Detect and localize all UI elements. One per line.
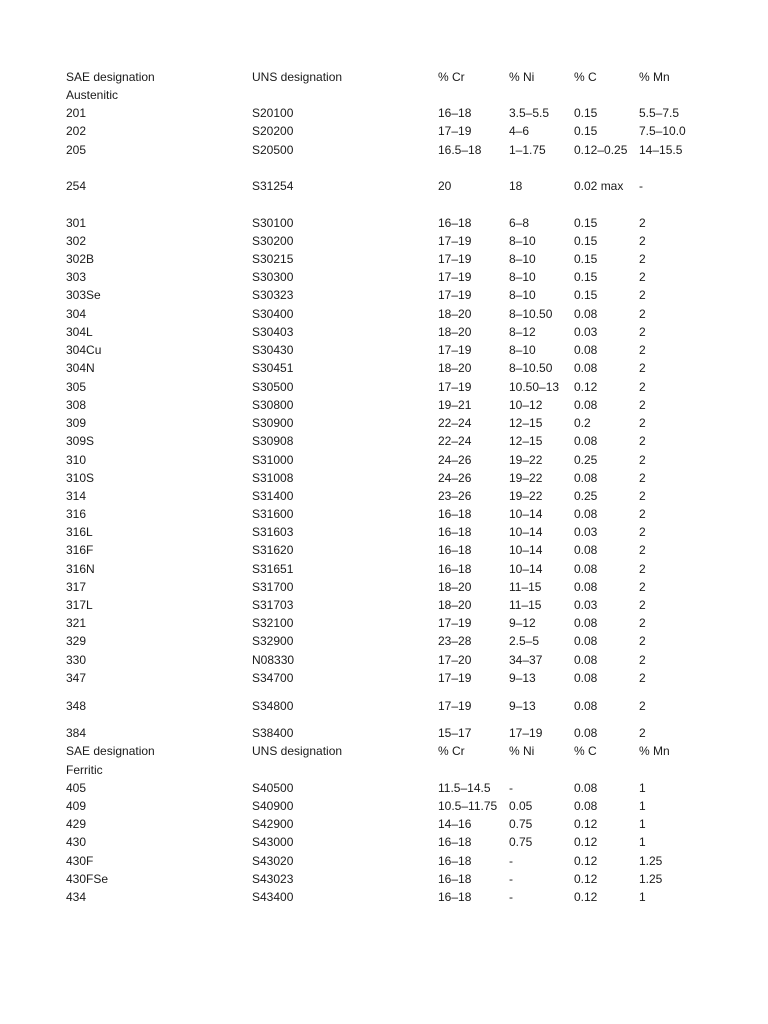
category-label-text: Ferritic (66, 763, 103, 777)
table-row-cell-0: 254 (66, 179, 87, 193)
table-row-cell-5: 2 (639, 234, 646, 248)
table-row-cell-1: S30200 (252, 234, 294, 248)
table-row-cell-5: 1 (639, 817, 646, 831)
table-row-cell-0: 316 (66, 507, 87, 521)
table-row-cell-4: 0.08 (574, 799, 598, 813)
table-row-cell-0: 305 (66, 380, 87, 394)
column-header-row-cell-4: % C (574, 70, 597, 84)
table-row-cell-2: 16.5–18 (438, 143, 482, 157)
table-row-cell-4: 0.12 (574, 872, 598, 886)
table-row-cell-3: 10–14 (509, 562, 543, 576)
table-row-cell-4: 0.08 (574, 634, 598, 648)
table-row-cell-3: 3.5–5.5 (509, 106, 550, 120)
table-row-cell-0: 321 (66, 616, 87, 630)
table-row-cell-0: 303 (66, 270, 87, 284)
table-row-cell-5: 2 (639, 489, 646, 503)
table-row-cell-2: 14–16 (438, 817, 472, 831)
table-row-cell-2: 17–19 (438, 252, 472, 266)
table-row-cell-3: 6–8 (509, 216, 530, 230)
table-row-cell-2: 16–18 (438, 543, 472, 557)
table-row-cell-3: 8–10 (509, 288, 536, 302)
table-row-cell-2: 17–19 (438, 671, 472, 685)
table-row-cell-0: 317L (66, 598, 93, 612)
table-row-cell-1: S43020 (252, 854, 294, 868)
table-row-cell-4: 0.08 (574, 471, 598, 485)
table-row-cell-2: 17–19 (438, 270, 472, 284)
table-row-cell-4: 0.15 (574, 252, 598, 266)
table-row-cell-4: 0.08 (574, 699, 598, 713)
table-row-cell-5: 2 (639, 361, 646, 375)
table-row-cell-2: 18–20 (438, 598, 472, 612)
table-row-cell-0: 429 (66, 817, 87, 831)
table-row-cell-4: 0.08 (574, 726, 598, 740)
table-row-cell-3: 8–10 (509, 343, 536, 357)
table-row-cell-5: 2 (639, 562, 646, 576)
table-row-cell-1: S30500 (252, 380, 294, 394)
table-row-cell-1: S38400 (252, 726, 294, 740)
table-row-cell-3: 8–12 (509, 325, 536, 339)
table-row-cell-0: 304L (66, 325, 93, 339)
table-row-cell-3: 11–15 (509, 580, 542, 594)
table-row-cell-2: 17–19 (438, 343, 472, 357)
table-row-cell-1: S31651 (252, 562, 294, 576)
table-row-cell-0: 430 (66, 835, 87, 849)
table-row-cell-0: 302B (66, 252, 95, 266)
table-row-cell-1: S40900 (252, 799, 294, 813)
table-row-cell-4: 0.08 (574, 562, 598, 576)
table-row-cell-0: 317 (66, 580, 87, 594)
table-row-cell-0: 348 (66, 699, 87, 713)
table-row-cell-5: 2 (639, 671, 646, 685)
table-row-cell-0: 316L (66, 525, 93, 539)
table-row-cell-0: 409 (66, 799, 87, 813)
table-row-cell-2: 18–20 (438, 307, 472, 321)
table-row-cell-0: 434 (66, 890, 87, 904)
table-row-cell-1: S43400 (252, 890, 294, 904)
table-row-cell-5: 1 (639, 890, 646, 904)
column-header-row-cell-2: % Cr (438, 70, 465, 84)
table-row-cell-4: 0.08 (574, 671, 598, 685)
table-row-cell-5: 2 (639, 270, 646, 284)
column-header-row-cell-0: SAE designation (66, 744, 155, 758)
table-row-cell-4: 0.08 (574, 653, 598, 667)
table-row-cell-2: 22–24 (438, 416, 472, 430)
table-row-cell-0: 201 (66, 106, 87, 120)
table-row-cell-0: 205 (66, 143, 87, 157)
table-row-cell-5: 2 (639, 380, 646, 394)
table-row-cell-4: 0.08 (574, 580, 598, 594)
table-row-cell-4: 0.12 (574, 835, 598, 849)
table-row-cell-2: 11.5–14.5 (438, 781, 491, 795)
table-row-cell-2: 16–18 (438, 890, 472, 904)
table-row-cell-1: S31700 (252, 580, 294, 594)
table-row-cell-2: 24–26 (438, 453, 472, 467)
table-row-cell-2: 16–18 (438, 106, 472, 120)
table-row-cell-2: 18–20 (438, 325, 472, 339)
column-header-row-cell-3: % Ni (509, 744, 535, 758)
table-row-cell-5: - (639, 179, 643, 193)
table-row-cell-5: 1.25 (639, 854, 663, 868)
table-row-cell-1: S34700 (252, 671, 294, 685)
table-row-cell-1: S30900 (252, 416, 294, 430)
table-row-cell-4: 0.08 (574, 398, 598, 412)
table-row-cell-4: 0.08 (574, 616, 598, 630)
column-header-row-cell-4: % C (574, 744, 597, 758)
table-row-cell-4: 0.03 (574, 525, 598, 539)
table-row-cell-5: 1 (639, 835, 646, 849)
table-row-cell-5: 2 (639, 507, 646, 521)
table-row-cell-4: 0.12 (574, 890, 598, 904)
column-header-row-cell-1: UNS designation (252, 744, 343, 758)
table-row-cell-0: 309S (66, 434, 95, 448)
table-row-cell-0: 310S (66, 471, 95, 485)
table-row-cell-5: 2 (639, 343, 646, 357)
table-row-cell-5: 2 (639, 307, 646, 321)
table-row-cell-5: 2 (639, 416, 646, 430)
category-label-text: Austenitic (66, 88, 119, 102)
table-row-cell-4: 0.08 (574, 543, 598, 557)
table-row-cell-1: S20200 (252, 124, 294, 138)
table-row-cell-1: S30215 (252, 252, 294, 266)
column-header-row-cell-1: UNS designation (252, 70, 343, 84)
table-row-cell-3: 10–14 (509, 525, 543, 539)
table-row-cell-1: S31620 (252, 543, 294, 557)
table-row-cell-3: - (509, 890, 513, 904)
table-row-cell-4: 0.25 (574, 453, 598, 467)
table-row-cell-0: 430FSe (66, 872, 109, 886)
table-row-cell-5: 2 (639, 598, 646, 612)
table-row-cell-1: S30451 (252, 361, 294, 375)
table-row-cell-3: 8–10 (509, 252, 536, 266)
table-row-cell-4: 0.15 (574, 106, 598, 120)
table-row-cell-3: 18 (509, 179, 523, 193)
table-row-cell-3: 8–10.50 (509, 361, 553, 375)
table-row-cell-2: 18–20 (438, 361, 472, 375)
table-row-cell-2: 23–26 (438, 489, 472, 503)
table-row-cell-5: 5.5–7.5 (639, 106, 680, 120)
table-row-cell-1: S31008 (252, 471, 294, 485)
table-row-cell-1: S31600 (252, 507, 294, 521)
table-row-cell-3: 11–15 (509, 598, 542, 612)
table-row-cell-5: 14–15.5 (639, 143, 683, 157)
table-row-cell-1: S31000 (252, 453, 294, 467)
table-row-cell-5: 1.25 (639, 872, 663, 886)
table-row-cell-1: S32100 (252, 616, 294, 630)
table-row-cell-4: 0.2 (574, 416, 591, 430)
table-row-cell-3: 8–10 (509, 234, 536, 248)
table-row-cell-0: 304 (66, 307, 87, 321)
table-row-cell-2: 16–18 (438, 835, 472, 849)
table-row-cell-3: - (509, 854, 513, 868)
table-row-cell-3: 2.5–5 (509, 634, 540, 648)
table-row-cell-0: 304Cu (66, 343, 102, 357)
table-row-cell-2: 23–28 (438, 634, 472, 648)
table-row-cell-5: 2 (639, 471, 646, 485)
table-row-cell-1: S30400 (252, 307, 294, 321)
table-row-cell-4: 0.15 (574, 288, 598, 302)
table-row-cell-4: 0.25 (574, 489, 598, 503)
table-row-cell-5: 2 (639, 453, 646, 467)
table-row-cell-2: 16–18 (438, 562, 472, 576)
column-header-row-cell-5: % Mn (639, 744, 670, 758)
table-row-cell-3: 0.75 (509, 817, 533, 831)
table-row-cell-5: 2 (639, 434, 646, 448)
table-row-cell-1: S30323 (252, 288, 294, 302)
table-row-cell-3: 4–6 (509, 124, 530, 138)
table-row-cell-2: 17–19 (438, 288, 472, 302)
table-row-cell-1: S20500 (252, 143, 294, 157)
table-row-cell-2: 17–19 (438, 124, 472, 138)
table-row-cell-3: 0.75 (509, 835, 533, 849)
table-row-cell-1: S40500 (252, 781, 294, 795)
table-row-cell-0: 316N (66, 562, 95, 576)
table-row-cell-1: S31254 (252, 179, 294, 193)
table-row-cell-0: 330 (66, 653, 87, 667)
table-row-cell-5: 1 (639, 799, 646, 813)
table-row-cell-3: - (509, 781, 513, 795)
table-row-cell-4: 0.12 (574, 817, 598, 831)
table-row-cell-4: 0.08 (574, 307, 598, 321)
table-row-cell-2: 22–24 (438, 434, 472, 448)
table-row-cell-2: 18–20 (438, 580, 472, 594)
table-row-cell-1: S34800 (252, 699, 294, 713)
table-row-cell-3: 1–1.75 (509, 143, 546, 157)
table-row-cell-5: 2 (639, 616, 646, 630)
table-row-cell-2: 17–19 (438, 699, 472, 713)
table-row-cell-3: 9–12 (509, 616, 536, 630)
table-row-cell-2: 15–17 (438, 726, 472, 740)
table-row-cell-2: 17–19 (438, 380, 472, 394)
table-row-cell-5: 2 (639, 216, 646, 230)
table-row-cell-4: 0.02 max (574, 179, 624, 193)
table-row-cell-3: 12–15 (509, 434, 543, 448)
column-header-row-cell-2: % Cr (438, 744, 465, 758)
table-row-cell-3: 17–19 (509, 726, 543, 740)
table-row-cell-3: 9–13 (509, 671, 536, 685)
table-row-cell-4: 0.08 (574, 361, 598, 375)
table-row-cell-4: 0.15 (574, 234, 598, 248)
table-row-cell-4: 0.08 (574, 507, 598, 521)
table-row-cell-2: 16–18 (438, 507, 472, 521)
column-header-row-cell-3: % Ni (509, 70, 535, 84)
table-row-cell-3: 9–13 (509, 699, 536, 713)
table-row-cell-5: 2 (639, 525, 646, 539)
table-row-cell-4: 0.12–0.25 (574, 143, 628, 157)
table-row-cell-3: 34–37 (509, 653, 543, 667)
table-row-cell-5: 1 (639, 781, 646, 795)
table-row-cell-2: 24–26 (438, 471, 472, 485)
table-row-cell-0: 308 (66, 398, 87, 412)
table-row-cell-1: S30403 (252, 325, 294, 339)
table-row-cell-4: 0.08 (574, 434, 598, 448)
table-row-cell-2: 16–18 (438, 216, 472, 230)
table-row-cell-3: 19–22 (509, 453, 543, 467)
table-row-cell-1: S43023 (252, 872, 294, 886)
table-row-cell-5: 2 (639, 398, 646, 412)
table-row-cell-1: S43000 (252, 835, 294, 849)
table-row-cell-4: 0.12 (574, 380, 598, 394)
table-row-cell-0: 405 (66, 781, 87, 795)
table-row-cell-0: 302 (66, 234, 87, 248)
table-row-cell-5: 2 (639, 634, 646, 648)
table-row-cell-5: 2 (639, 699, 646, 713)
column-header-row-cell-5: % Mn (639, 70, 670, 84)
table-row-cell-5: 2 (639, 653, 646, 667)
table-row-cell-4: 0.15 (574, 270, 598, 284)
table-row-cell-3: 10–14 (509, 543, 543, 557)
table-row-cell-2: 17–19 (438, 234, 472, 248)
table-row-cell-1: S31603 (252, 525, 294, 539)
table-row-cell-1: S42900 (252, 817, 294, 831)
table-row-cell-1: S30430 (252, 343, 294, 357)
table-row-cell-1: S30100 (252, 216, 294, 230)
table-row-cell-2: 19–21 (438, 398, 472, 412)
table-row-cell-3: 19–22 (509, 471, 543, 485)
table-row-cell-0: 310 (66, 453, 87, 467)
table-row-cell-5: 2 (639, 288, 646, 302)
table-row-cell-0: 301 (66, 216, 87, 230)
table-row-cell-0: 384 (66, 726, 87, 740)
table-row-cell-1: S32900 (252, 634, 294, 648)
table-row-cell-2: 16–18 (438, 872, 472, 886)
table-row-cell-0: 202 (66, 124, 87, 138)
table-row-cell-2: 17–19 (438, 616, 472, 630)
table-row-cell-0: 314 (66, 489, 87, 503)
table-row-cell-4: 0.03 (574, 325, 598, 339)
table-row-cell-1: S31703 (252, 598, 294, 612)
table-row-cell-4: 0.15 (574, 124, 598, 138)
table-row-cell-4: 0.03 (574, 598, 598, 612)
table-row-cell-3: 12–15 (509, 416, 543, 430)
table-row-cell-0: 309 (66, 416, 87, 430)
table-row-cell-0: 303Se (66, 288, 101, 302)
table-row-cell-3: 10.50–13 (509, 380, 560, 394)
table-row-cell-5: 2 (639, 325, 646, 339)
table-row-cell-2: 16–18 (438, 854, 472, 868)
table-row-cell-5: 2 (639, 726, 646, 740)
table-row-cell-1: S31400 (252, 489, 294, 503)
table-row-cell-0: 430F (66, 854, 94, 868)
table-row-cell-3: - (509, 872, 513, 886)
column-header-row-cell-0: SAE designation (66, 70, 155, 84)
table-row-cell-3: 0.05 (509, 799, 533, 813)
table-row-cell-4: 0.15 (574, 216, 598, 230)
table-row-cell-1: S30800 (252, 398, 294, 412)
table-row-cell-1: S20100 (252, 106, 294, 120)
table-row-cell-4: 0.12 (574, 854, 598, 868)
table-row-cell-0: 329 (66, 634, 87, 648)
table-row-cell-3: 19–22 (509, 489, 543, 503)
table-row-cell-1: S30908 (252, 434, 294, 448)
table-row-cell-3: 10–14 (509, 507, 543, 521)
table-row-cell-5: 7.5–10.0 (639, 124, 686, 138)
table-row-cell-4: 0.08 (574, 343, 598, 357)
table-row-cell-5: 2 (639, 580, 646, 594)
table-row-cell-5: 2 (639, 252, 646, 266)
table-row-cell-3: 10–12 (509, 398, 543, 412)
table-row-cell-3: 8–10 (509, 270, 536, 284)
table-row-cell-2: 10.5–11.75 (438, 799, 498, 813)
table-row-cell-2: 17–20 (438, 653, 472, 667)
table-row-cell-5: 2 (639, 543, 646, 557)
table-row-cell-1: S30300 (252, 270, 294, 284)
table-row-cell-2: 20 (438, 179, 452, 193)
table-row-cell-3: 8–10.50 (509, 307, 553, 321)
table-row-cell-1: N08330 (252, 653, 295, 667)
table-row-cell-4: 0.08 (574, 781, 598, 795)
table-row-cell-0: 347 (66, 671, 87, 685)
table-row-cell-2: 16–18 (438, 525, 472, 539)
table-row-cell-0: 304N (66, 361, 95, 375)
table-row-cell-0: 316F (66, 543, 94, 557)
